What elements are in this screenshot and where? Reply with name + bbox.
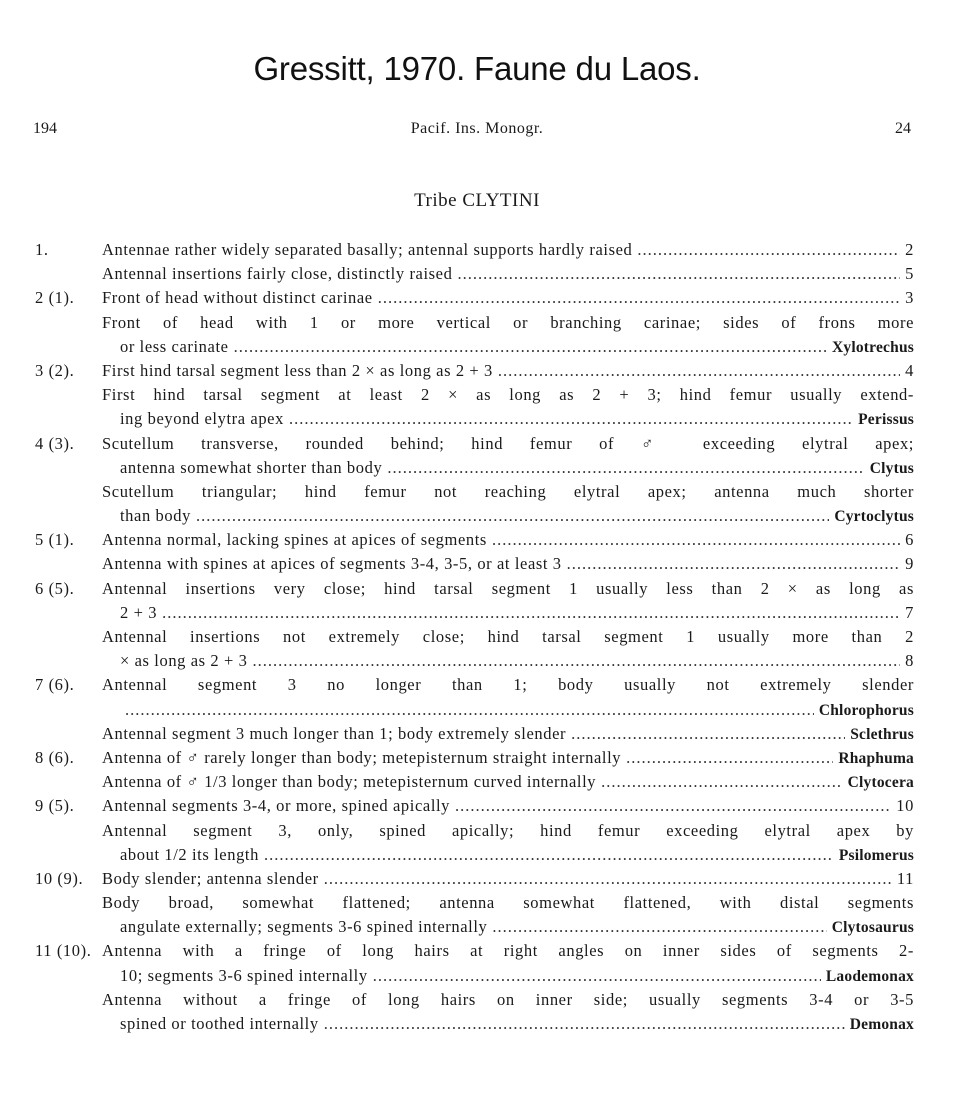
couplet-reference: 9 — [905, 554, 914, 574]
couplet-text: than body — [120, 506, 191, 526]
genus-name: Laodemonax — [825, 967, 914, 985]
couplet-text: Antennal insertions very close; hind tarsal segment 1 usually less than 2 × as long as — [102, 578, 914, 598]
couplet-text — [102, 240, 914, 260]
volume-number: 24 — [895, 120, 911, 137]
couplet-number: 3 (2). — [35, 360, 75, 380]
key-line — [0, 1014, 954, 1038]
couplet-text — [102, 264, 914, 284]
key-line — [0, 700, 954, 724]
genus-name: Cyrtoclytus — [834, 508, 914, 526]
journal-title: Pacif. Ins. Monogr. — [410, 120, 544, 137]
couplet-text — [120, 917, 914, 937]
identification-key — [0, 240, 954, 1038]
genus-name: Psilomerus — [838, 846, 914, 864]
couplet-text: Antenna of ♂ rarely longer than body; metepisternum straight internally — [102, 747, 622, 767]
genus-name: Rhaphuma — [838, 749, 914, 767]
couplet-text: Antennal segment 3 much longer than 1; body extremely slender — [102, 723, 567, 743]
couplet-text: 2 + 3 — [120, 602, 158, 622]
genus-name: Sclethrus — [850, 725, 914, 743]
leader-dots — [601, 772, 842, 792]
key-line — [0, 264, 954, 288]
leader-dots — [378, 288, 900, 308]
key-line — [0, 627, 954, 651]
couplet-text: about 1/2 its length — [120, 844, 259, 864]
leader-dots — [455, 796, 891, 816]
leader-dots — [571, 724, 845, 744]
couplet-number: 6 (5). — [35, 578, 75, 598]
couplet-text: or less carinate — [120, 336, 229, 356]
couplet-number: 2 (1). — [35, 288, 75, 308]
key-line — [0, 869, 954, 893]
couplet-reference: 11 — [896, 868, 914, 888]
couplet-text: 10; segments 3-6 spined internally — [120, 965, 368, 985]
couplet-reference: 6 — [905, 530, 914, 550]
genus-name: Xylotrechus — [832, 338, 914, 356]
genus-name: Clytus — [869, 459, 914, 477]
couplet-number: 10 (9). — [35, 868, 84, 888]
genus-name: Clytosaurus — [831, 919, 914, 937]
leader-dots — [567, 554, 900, 574]
key-line — [0, 772, 954, 796]
couplet-text — [120, 506, 914, 526]
couplet-text: Antennal segment 3 no longer than 1; body usually not extremely slender — [102, 675, 914, 695]
key-line — [0, 458, 954, 482]
couplet-text — [120, 337, 914, 357]
leader-dots — [324, 869, 892, 889]
couplet-reference: 8 — [905, 651, 914, 671]
key-line — [0, 288, 954, 312]
key-line — [0, 821, 954, 845]
leader-dots — [637, 240, 900, 260]
section-title: Tribe CLYTINI — [414, 190, 540, 211]
couplet-text: First hind tarsal segment at least 2 × as long as 2 + 3; hind femur usually extend- — [102, 385, 914, 405]
couplet-text: Front of head with 1 or more vertical or branching carinae; sides of frons more — [102, 312, 914, 332]
key-line — [0, 796, 954, 820]
couplet-text: angulate externally; segments 3-6 spined internally — [120, 917, 488, 937]
couplet-text: spined or toothed internally — [120, 1014, 319, 1033]
key-line — [0, 941, 954, 965]
key-line — [0, 893, 954, 917]
leader-dots — [162, 603, 900, 623]
couplet-text — [102, 361, 914, 381]
couplet-text: Body slender; antenna slender — [102, 868, 319, 888]
leader-dots — [196, 506, 829, 526]
couplet-reference: 4 — [905, 360, 914, 380]
leader-dots — [289, 409, 853, 429]
leader-dots — [125, 700, 814, 720]
couplet-number: 4 (3). — [35, 433, 75, 453]
couplet-text — [120, 1014, 914, 1034]
couplet-text: Antennal segment 3, only, spined apically; hind femur exceeding elytral apex by — [102, 820, 914, 840]
couplet-text — [102, 748, 914, 768]
leader-dots — [252, 651, 900, 671]
couplet-text — [102, 724, 914, 744]
key-line — [0, 530, 954, 554]
couplet-text: Antennal insertions fairly close, distinctly raised — [102, 264, 453, 284]
key-line — [0, 845, 954, 869]
couplet-text — [120, 966, 914, 986]
couplet-text: Front of head without distinct carinae — [102, 288, 373, 308]
couplet-text — [102, 554, 914, 574]
leader-dots — [457, 264, 900, 284]
couplet-text — [120, 458, 914, 478]
couplet-text — [120, 651, 914, 671]
leader-dots — [387, 458, 864, 478]
key-line — [0, 651, 954, 675]
couplet-text: Antenna without a fringe of long hairs on inner side; usually segments 3-4 or 3-5 — [102, 989, 914, 1009]
page-number: 194 — [33, 120, 57, 137]
couplet-text — [120, 409, 914, 429]
couplet-text: Scutellum transverse, rounded behind; hind femur of ♂ exceeding elytral apex; — [102, 433, 914, 453]
couplet-text: × as long as 2 + 3 — [120, 651, 248, 671]
couplet-reference: 5 — [905, 264, 914, 284]
couplet-number: 11 (10). — [35, 941, 92, 961]
genus-name: Chlorophorus — [818, 701, 914, 719]
couplet-text: Antennal segments 3-4, or more, spined apically — [102, 796, 451, 816]
key-line — [0, 917, 954, 941]
genus-name: Perissus — [858, 411, 914, 429]
leader-dots — [492, 530, 900, 550]
leader-dots — [498, 361, 900, 381]
couplet-text — [102, 772, 914, 792]
key-line — [0, 554, 954, 578]
page-title: Gressitt, 1970. Faune du Laos. — [253, 50, 701, 87]
key-line — [0, 603, 954, 627]
key-line — [0, 579, 954, 603]
couplet-text: Scutellum triangular; hind femur not reaching elytral apex; antenna much shorter — [102, 481, 914, 501]
couplet-text: Body broad, somewhat flattened; antenna somewhat flattened, with distal segments — [102, 893, 914, 913]
couplet-text: ing beyond elytra apex — [120, 409, 284, 429]
couplet-text — [102, 796, 914, 816]
key-line — [0, 482, 954, 506]
genus-name: Clytocera — [847, 774, 914, 792]
leader-dots — [626, 748, 833, 768]
couplet-reference: 7 — [905, 602, 914, 622]
leader-dots — [492, 917, 826, 937]
couplet-text: Antennal insertions not extremely close; hind tarsal segment 1 usually more than 2 — [102, 627, 914, 646]
leader-dots — [234, 337, 827, 357]
couplet-text — [102, 869, 914, 889]
key-line — [0, 506, 954, 530]
couplet-text — [102, 530, 914, 550]
couplet-text: Antenna normal, lacking spines at apices of segments — [102, 530, 487, 550]
couplet-text: antenna somewhat shorter than body — [120, 457, 383, 477]
key-line — [0, 990, 954, 1014]
key-line — [0, 966, 954, 990]
couplet-text: Antennae rather widely separated basally; antennal supports hardly raised — [102, 240, 633, 259]
running-head — [0, 120, 954, 144]
key-line — [0, 385, 954, 409]
couplet-text — [120, 700, 914, 720]
key-line — [0, 675, 954, 699]
leader-dots — [264, 845, 834, 865]
couplet-reference: 3 — [905, 288, 914, 308]
key-line — [0, 361, 954, 385]
leader-dots — [373, 966, 821, 986]
key-line — [0, 337, 954, 361]
couplet-number: 9 (5). — [35, 796, 75, 816]
couplet-number: 5 (1). — [35, 530, 75, 550]
genus-name: Demonax — [849, 1016, 914, 1033]
key-line — [0, 240, 954, 264]
couplet-text — [102, 288, 914, 308]
key-line — [0, 409, 954, 433]
couplet-text: Antenna with a fringe of long hairs at right angles on inner sides of segments 2- — [102, 941, 914, 961]
key-line — [0, 724, 954, 748]
couplet-number: 1. — [35, 240, 49, 259]
key-line — [0, 748, 954, 772]
couplet-reference: 10 — [896, 796, 914, 816]
couplet-reference: 2 — [905, 240, 914, 259]
leader-dots — [324, 1014, 845, 1034]
couplet-number: 7 (6). — [35, 675, 75, 695]
couplet-text: First hind tarsal segment less than 2 × as long as 2 + 3 — [102, 360, 493, 380]
key-line — [0, 434, 954, 458]
key-line — [0, 313, 954, 337]
couplet-text: Antenna with spines at apices of segments 3-4, 3-5, or at least 3 — [102, 554, 562, 574]
couplet-number: 8 (6). — [35, 747, 75, 767]
couplet-text — [120, 845, 914, 865]
couplet-text — [120, 603, 914, 623]
couplet-text: Antenna of ♂ 1/3 longer than body; metepisternum curved internally — [102, 772, 597, 792]
